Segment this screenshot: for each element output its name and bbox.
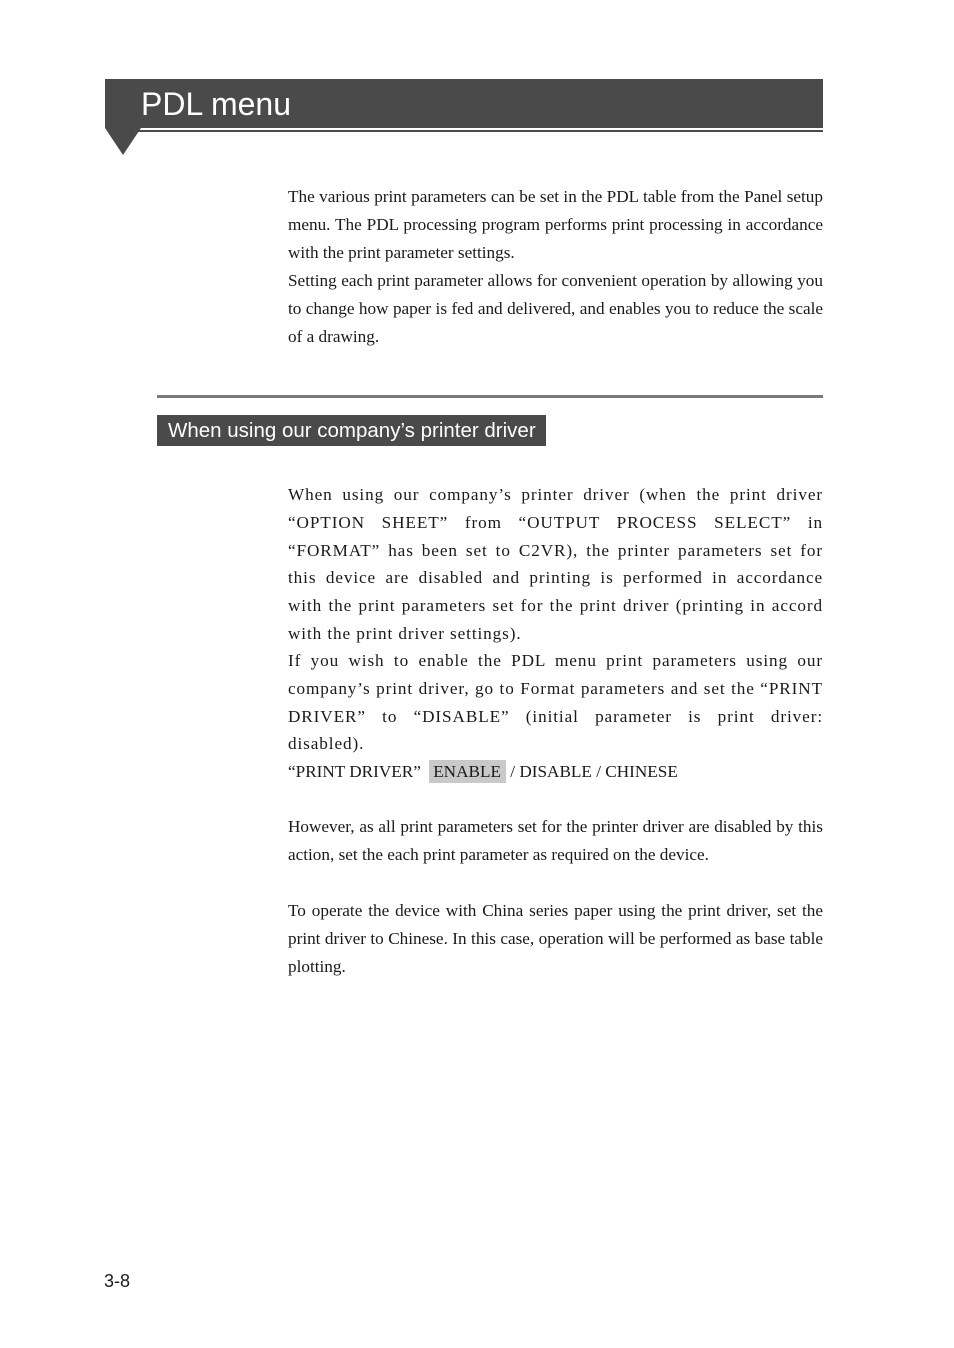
section-divider xyxy=(157,395,823,398)
page-number: 3-8 xyxy=(104,1271,131,1291)
section-paragraph-3: However, as all print parameters set for the printer driver are disabled by this action, set the each print parameter as required on the device. xyxy=(288,817,823,864)
option-label: “PRINT DRIVER” xyxy=(288,762,421,781)
title-tab-triangle xyxy=(105,128,141,155)
print-driver-option-line xyxy=(288,758,823,786)
section-heading: When using our company’s printer driver xyxy=(157,415,546,446)
page-title: PDL menu xyxy=(141,86,291,122)
intro-paragraph-2: Setting each print parameter allows for convenient operation by allowing you to change how paper is fed and delivered, and enables you to reduce the scale of a drawing. xyxy=(288,271,823,346)
title-underline xyxy=(130,130,823,132)
option-default-enable: ENABLE xyxy=(429,760,506,783)
intro-paragraph-1: The various print parameters can be set in the PDL table from the Panel setup menu. The PDL processing program performs print processing in accordance with the print parameter settings. xyxy=(288,187,823,262)
option-alternatives: / DISABLE / CHINESE xyxy=(510,762,678,781)
section-paragraph-1: When using our company’s printer driver (when the print driver “OPTION SHEET” from “OUTPUT PROCESS SELECT” in “FORMAT” has been set to C2VR), the printer parameters set for this device are disabled and printing is performed in accordance with the print parameters set for the print driver (printing in accord with the print driver settings). xyxy=(288,485,823,643)
section-paragraph-2: If you wish to enable the PDL menu print parameters using our company’s print driver, go to Format parameters and set the “PRINT DRIVER” to “DISABLE” (initial parameter is print driver: disabled). xyxy=(288,651,823,754)
section-paragraph-4: To operate the device with China series paper using the print driver, set the print driver to Chinese. In this case, operation will be performed as base table plotting. xyxy=(288,901,823,976)
title-bar xyxy=(105,79,823,128)
